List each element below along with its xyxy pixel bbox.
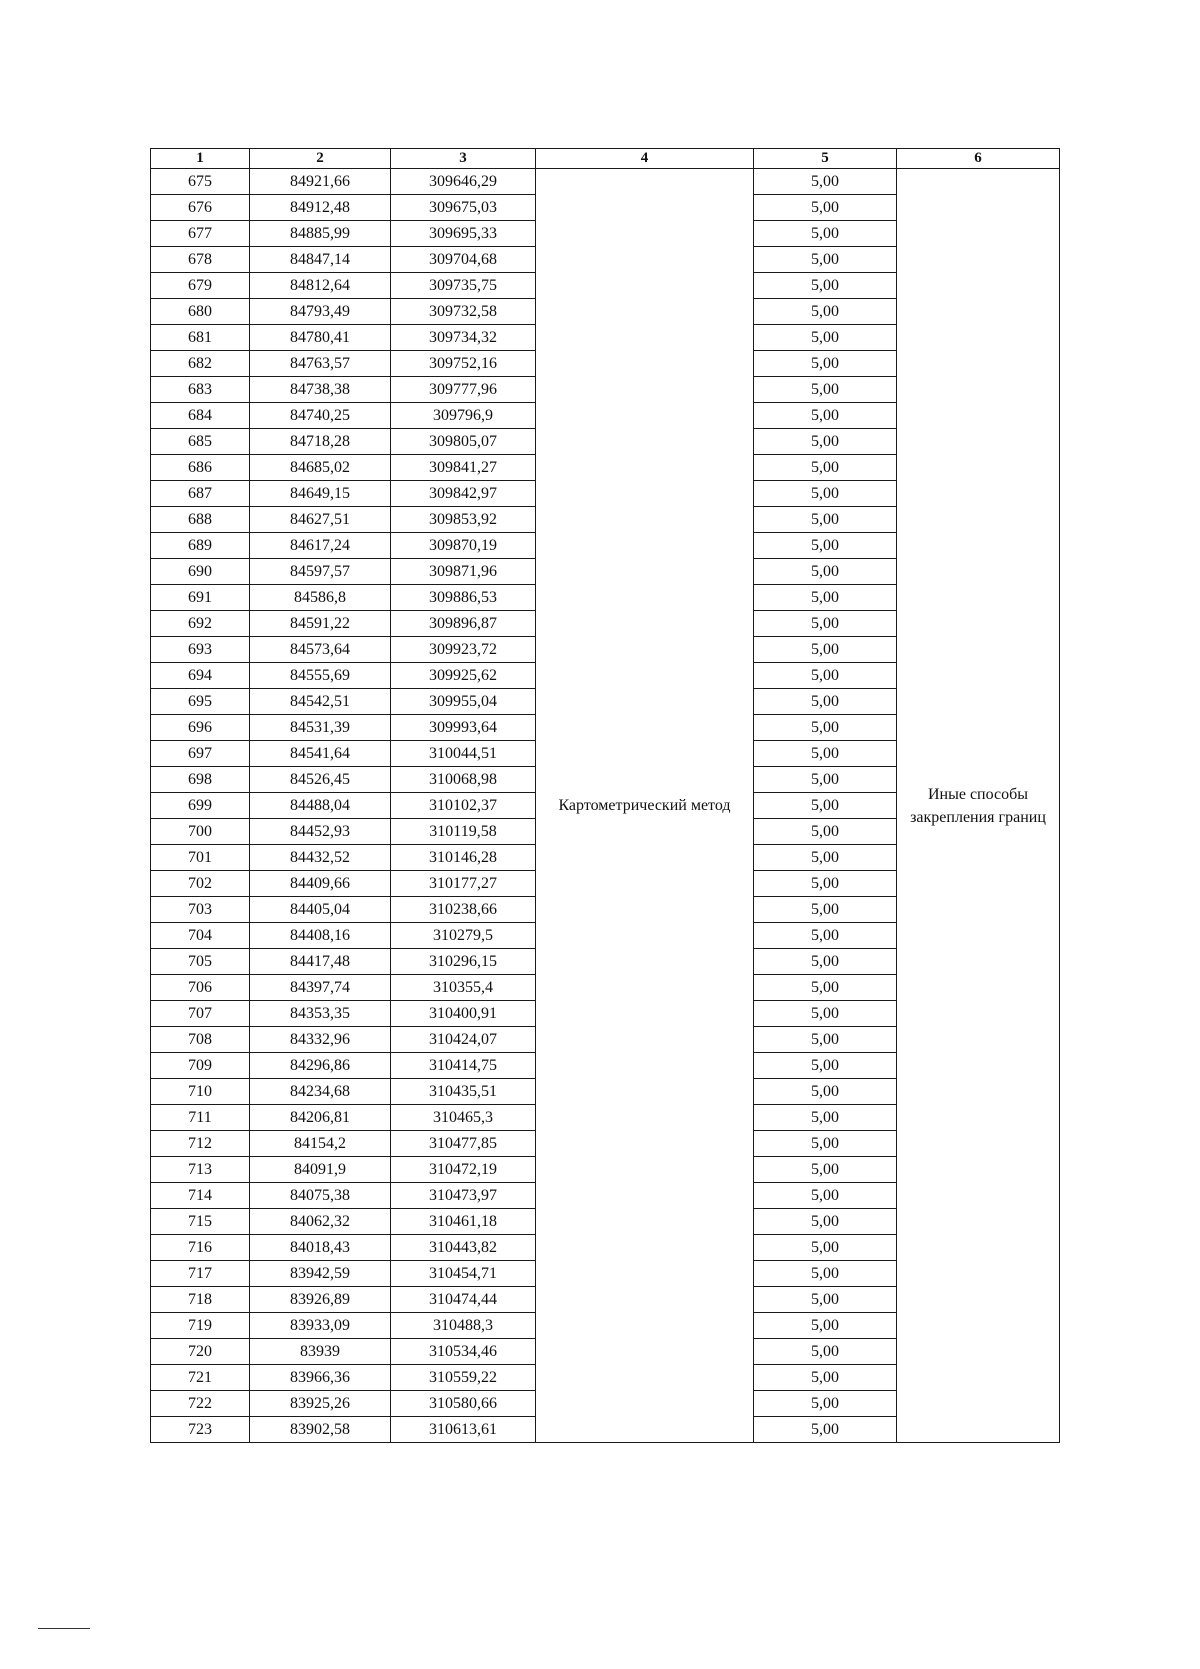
table-body: [151, 169, 1060, 1443]
y-coordinate-cell: 310580,66: [391, 1391, 536, 1417]
point-number-cell: 691: [151, 585, 250, 611]
point-number-cell: 719: [151, 1313, 250, 1339]
accuracy-cell: 5,00: [754, 1313, 897, 1339]
point-number-cell: 716: [151, 1235, 250, 1261]
x-coordinate-cell: 84405,04: [250, 897, 391, 923]
x-coordinate-cell: 83902,58: [250, 1417, 391, 1443]
y-coordinate-cell: 310559,22: [391, 1365, 536, 1391]
table-row: [151, 169, 1060, 195]
x-coordinate-cell: 84627,51: [250, 507, 391, 533]
y-coordinate-cell: 310177,27: [391, 871, 536, 897]
x-coordinate-cell: 84526,45: [250, 767, 391, 793]
x-coordinate-cell: 84531,39: [250, 715, 391, 741]
accuracy-cell: 5,00: [754, 585, 897, 611]
accuracy-cell: 5,00: [754, 1261, 897, 1287]
accuracy-cell: 5,00: [754, 767, 897, 793]
accuracy-cell: 5,00: [754, 273, 897, 299]
point-number-cell: 718: [151, 1287, 250, 1313]
point-number-cell: 688: [151, 507, 250, 533]
y-coordinate-cell: 310238,66: [391, 897, 536, 923]
y-coordinate-cell: 310613,61: [391, 1417, 536, 1443]
accuracy-cell: 5,00: [754, 559, 897, 585]
y-coordinate-cell: 309704,68: [391, 247, 536, 273]
y-coordinate-cell: 310454,71: [391, 1261, 536, 1287]
y-coordinate-cell: 310465,3: [391, 1105, 536, 1131]
accuracy-cell: 5,00: [754, 455, 897, 481]
y-coordinate-cell: 310355,4: [391, 975, 536, 1001]
y-coordinate-cell: 309752,16: [391, 351, 536, 377]
x-coordinate-cell: 84591,22: [250, 611, 391, 637]
y-coordinate-cell: 309923,72: [391, 637, 536, 663]
point-number-cell: 721: [151, 1365, 250, 1391]
accuracy-cell: 5,00: [754, 1183, 897, 1209]
accuracy-cell: 5,00: [754, 689, 897, 715]
accuracy-cell: 5,00: [754, 741, 897, 767]
accuracy-cell: 5,00: [754, 195, 897, 221]
header-col-5: 5: [754, 149, 897, 169]
x-coordinate-cell: 83933,09: [250, 1313, 391, 1339]
point-number-cell: 693: [151, 637, 250, 663]
accuracy-cell: 5,00: [754, 793, 897, 819]
y-coordinate-cell: 310044,51: [391, 741, 536, 767]
x-coordinate-cell: 84763,57: [250, 351, 391, 377]
accuracy-cell: 5,00: [754, 325, 897, 351]
x-coordinate-cell: 83925,26: [250, 1391, 391, 1417]
point-number-cell: 698: [151, 767, 250, 793]
accuracy-cell: 5,00: [754, 897, 897, 923]
x-coordinate-cell: 84018,43: [250, 1235, 391, 1261]
y-coordinate-cell: 310102,37: [391, 793, 536, 819]
accuracy-cell: 5,00: [754, 1287, 897, 1313]
point-number-cell: 704: [151, 923, 250, 949]
x-coordinate-cell: 84780,41: [250, 325, 391, 351]
x-coordinate-cell: 84296,86: [250, 1053, 391, 1079]
point-number-cell: 697: [151, 741, 250, 767]
fixing-method-merged-cell: Иные способы закрепления границ: [897, 169, 1060, 1443]
y-coordinate-cell: 309805,07: [391, 429, 536, 455]
y-coordinate-cell: 310279,5: [391, 923, 536, 949]
x-coordinate-cell: 84718,28: [250, 429, 391, 455]
x-coordinate-cell: 84573,64: [250, 637, 391, 663]
x-coordinate-cell: 84793,49: [250, 299, 391, 325]
accuracy-cell: 5,00: [754, 1235, 897, 1261]
point-number-cell: 681: [151, 325, 250, 351]
point-number-cell: 714: [151, 1183, 250, 1209]
x-coordinate-cell: 83966,36: [250, 1365, 391, 1391]
x-coordinate-cell: 84154,2: [250, 1131, 391, 1157]
point-number-cell: 689: [151, 533, 250, 559]
x-coordinate-cell: 84408,16: [250, 923, 391, 949]
x-coordinate-cell: 84397,74: [250, 975, 391, 1001]
accuracy-cell: 5,00: [754, 1105, 897, 1131]
point-number-cell: 701: [151, 845, 250, 871]
accuracy-cell: 5,00: [754, 1209, 897, 1235]
x-coordinate-cell: 84912,48: [250, 195, 391, 221]
point-number-cell: 677: [151, 221, 250, 247]
point-number-cell: 715: [151, 1209, 250, 1235]
x-coordinate-cell: 84617,24: [250, 533, 391, 559]
point-number-cell: 711: [151, 1105, 250, 1131]
accuracy-cell: 5,00: [754, 923, 897, 949]
point-number-cell: 709: [151, 1053, 250, 1079]
point-number-cell: 712: [151, 1131, 250, 1157]
y-coordinate-cell: 310414,75: [391, 1053, 536, 1079]
y-coordinate-cell: 309796,9: [391, 403, 536, 429]
x-coordinate-cell: 84738,38: [250, 377, 391, 403]
point-number-cell: 700: [151, 819, 250, 845]
y-coordinate-cell: 310474,44: [391, 1287, 536, 1313]
accuracy-cell: 5,00: [754, 637, 897, 663]
x-coordinate-cell: 84542,51: [250, 689, 391, 715]
accuracy-cell: 5,00: [754, 351, 897, 377]
accuracy-cell: 5,00: [754, 715, 897, 741]
accuracy-cell: 5,00: [754, 1157, 897, 1183]
y-coordinate-cell: 309842,97: [391, 481, 536, 507]
x-coordinate-cell: 83926,89: [250, 1287, 391, 1313]
x-coordinate-cell: 84812,64: [250, 273, 391, 299]
y-coordinate-cell: 310461,18: [391, 1209, 536, 1235]
point-number-cell: 683: [151, 377, 250, 403]
x-coordinate-cell: 84452,93: [250, 819, 391, 845]
x-coordinate-cell: 84091,9: [250, 1157, 391, 1183]
header-col-4: 4: [536, 149, 754, 169]
footer-divider: [38, 1628, 90, 1629]
x-coordinate-cell: 84586,8: [250, 585, 391, 611]
y-coordinate-cell: 309896,87: [391, 611, 536, 637]
point-number-cell: 685: [151, 429, 250, 455]
x-coordinate-cell: 84075,38: [250, 1183, 391, 1209]
point-number-cell: 702: [151, 871, 250, 897]
point-number-cell: 705: [151, 949, 250, 975]
accuracy-cell: 5,00: [754, 871, 897, 897]
y-coordinate-cell: 309870,19: [391, 533, 536, 559]
accuracy-cell: 5,00: [754, 611, 897, 637]
accuracy-cell: 5,00: [754, 1027, 897, 1053]
y-coordinate-cell: 310400,91: [391, 1001, 536, 1027]
point-number-cell: 723: [151, 1417, 250, 1443]
coordinates-table: [150, 148, 1060, 1443]
x-coordinate-cell: 84206,81: [250, 1105, 391, 1131]
point-number-cell: 717: [151, 1261, 250, 1287]
accuracy-cell: 5,00: [754, 1131, 897, 1157]
point-number-cell: 679: [151, 273, 250, 299]
x-coordinate-cell: 83942,59: [250, 1261, 391, 1287]
y-coordinate-cell: 309735,75: [391, 273, 536, 299]
accuracy-cell: 5,00: [754, 1417, 897, 1443]
y-coordinate-cell: 309955,04: [391, 689, 536, 715]
x-coordinate-cell: 84417,48: [250, 949, 391, 975]
y-coordinate-cell: 310424,07: [391, 1027, 536, 1053]
table-header: [151, 149, 1060, 169]
point-number-cell: 682: [151, 351, 250, 377]
point-number-cell: 684: [151, 403, 250, 429]
point-number-cell: 687: [151, 481, 250, 507]
x-coordinate-cell: 84555,69: [250, 663, 391, 689]
accuracy-cell: 5,00: [754, 481, 897, 507]
x-coordinate-cell: 84685,02: [250, 455, 391, 481]
y-coordinate-cell: 309695,33: [391, 221, 536, 247]
point-number-cell: 678: [151, 247, 250, 273]
point-number-cell: 696: [151, 715, 250, 741]
header-col-2: 2: [250, 149, 391, 169]
y-coordinate-cell: 310068,98: [391, 767, 536, 793]
y-coordinate-cell: 309675,03: [391, 195, 536, 221]
accuracy-cell: 5,00: [754, 429, 897, 455]
x-coordinate-cell: 84541,64: [250, 741, 391, 767]
x-coordinate-cell: 84409,66: [250, 871, 391, 897]
accuracy-cell: 5,00: [754, 1365, 897, 1391]
y-coordinate-cell: 310534,46: [391, 1339, 536, 1365]
accuracy-cell: 5,00: [754, 1053, 897, 1079]
accuracy-cell: 5,00: [754, 819, 897, 845]
accuracy-cell: 5,00: [754, 949, 897, 975]
x-coordinate-cell: 84649,15: [250, 481, 391, 507]
y-coordinate-cell: 310443,82: [391, 1235, 536, 1261]
y-coordinate-cell: 309853,92: [391, 507, 536, 533]
x-coordinate-cell: 84488,04: [250, 793, 391, 819]
y-coordinate-cell: 310488,3: [391, 1313, 536, 1339]
point-number-cell: 707: [151, 1001, 250, 1027]
y-coordinate-cell: 309993,64: [391, 715, 536, 741]
x-coordinate-cell: 84597,57: [250, 559, 391, 585]
x-coordinate-cell: 84921,66: [250, 169, 391, 195]
accuracy-cell: 5,00: [754, 1339, 897, 1365]
point-number-cell: 694: [151, 663, 250, 689]
x-coordinate-cell: 84332,96: [250, 1027, 391, 1053]
point-number-cell: 708: [151, 1027, 250, 1053]
y-coordinate-cell: 310477,85: [391, 1131, 536, 1157]
point-number-cell: 695: [151, 689, 250, 715]
y-coordinate-cell: 309734,32: [391, 325, 536, 351]
y-coordinate-cell: 309886,53: [391, 585, 536, 611]
accuracy-cell: 5,00: [754, 221, 897, 247]
point-number-cell: 706: [151, 975, 250, 1001]
point-number-cell: 676: [151, 195, 250, 221]
point-number-cell: 690: [151, 559, 250, 585]
point-number-cell: 680: [151, 299, 250, 325]
x-coordinate-cell: 84353,35: [250, 1001, 391, 1027]
accuracy-cell: 5,00: [754, 663, 897, 689]
y-coordinate-cell: 309646,29: [391, 169, 536, 195]
accuracy-cell: 5,00: [754, 975, 897, 1001]
point-number-cell: 703: [151, 897, 250, 923]
y-coordinate-cell: 310146,28: [391, 845, 536, 871]
y-coordinate-cell: 310119,58: [391, 819, 536, 845]
x-coordinate-cell: 84432,52: [250, 845, 391, 871]
header-col-3: 3: [391, 149, 536, 169]
x-coordinate-cell: 83939: [250, 1339, 391, 1365]
accuracy-cell: 5,00: [754, 1001, 897, 1027]
point-number-cell: 710: [151, 1079, 250, 1105]
y-coordinate-cell: 309841,27: [391, 455, 536, 481]
point-number-cell: 686: [151, 455, 250, 481]
accuracy-cell: 5,00: [754, 1391, 897, 1417]
point-number-cell: 699: [151, 793, 250, 819]
x-coordinate-cell: 84740,25: [250, 403, 391, 429]
x-coordinate-cell: 84234,68: [250, 1079, 391, 1105]
accuracy-cell: 5,00: [754, 533, 897, 559]
point-number-cell: 720: [151, 1339, 250, 1365]
point-number-cell: 713: [151, 1157, 250, 1183]
y-coordinate-cell: 310296,15: [391, 949, 536, 975]
accuracy-cell: 5,00: [754, 377, 897, 403]
header-col-6: 6: [897, 149, 1060, 169]
y-coordinate-cell: 310435,51: [391, 1079, 536, 1105]
x-coordinate-cell: 84885,99: [250, 221, 391, 247]
y-coordinate-cell: 309777,96: [391, 377, 536, 403]
x-coordinate-cell: 84062,32: [250, 1209, 391, 1235]
accuracy-cell: 5,00: [754, 403, 897, 429]
y-coordinate-cell: 309871,96: [391, 559, 536, 585]
x-coordinate-cell: 84847,14: [250, 247, 391, 273]
header-row: [151, 149, 1060, 169]
method-merged-cell: Картометрический метод: [536, 169, 754, 1443]
point-number-cell: 692: [151, 611, 250, 637]
y-coordinate-cell: 309732,58: [391, 299, 536, 325]
y-coordinate-cell: 310473,97: [391, 1183, 536, 1209]
y-coordinate-cell: 309925,62: [391, 663, 536, 689]
accuracy-cell: 5,00: [754, 1079, 897, 1105]
accuracy-cell: 5,00: [754, 169, 897, 195]
point-number-cell: 675: [151, 169, 250, 195]
accuracy-cell: 5,00: [754, 845, 897, 871]
accuracy-cell: 5,00: [754, 247, 897, 273]
y-coordinate-cell: 310472,19: [391, 1157, 536, 1183]
point-number-cell: 722: [151, 1391, 250, 1417]
accuracy-cell: 5,00: [754, 299, 897, 325]
header-col-1: 1: [151, 149, 250, 169]
accuracy-cell: 5,00: [754, 507, 897, 533]
